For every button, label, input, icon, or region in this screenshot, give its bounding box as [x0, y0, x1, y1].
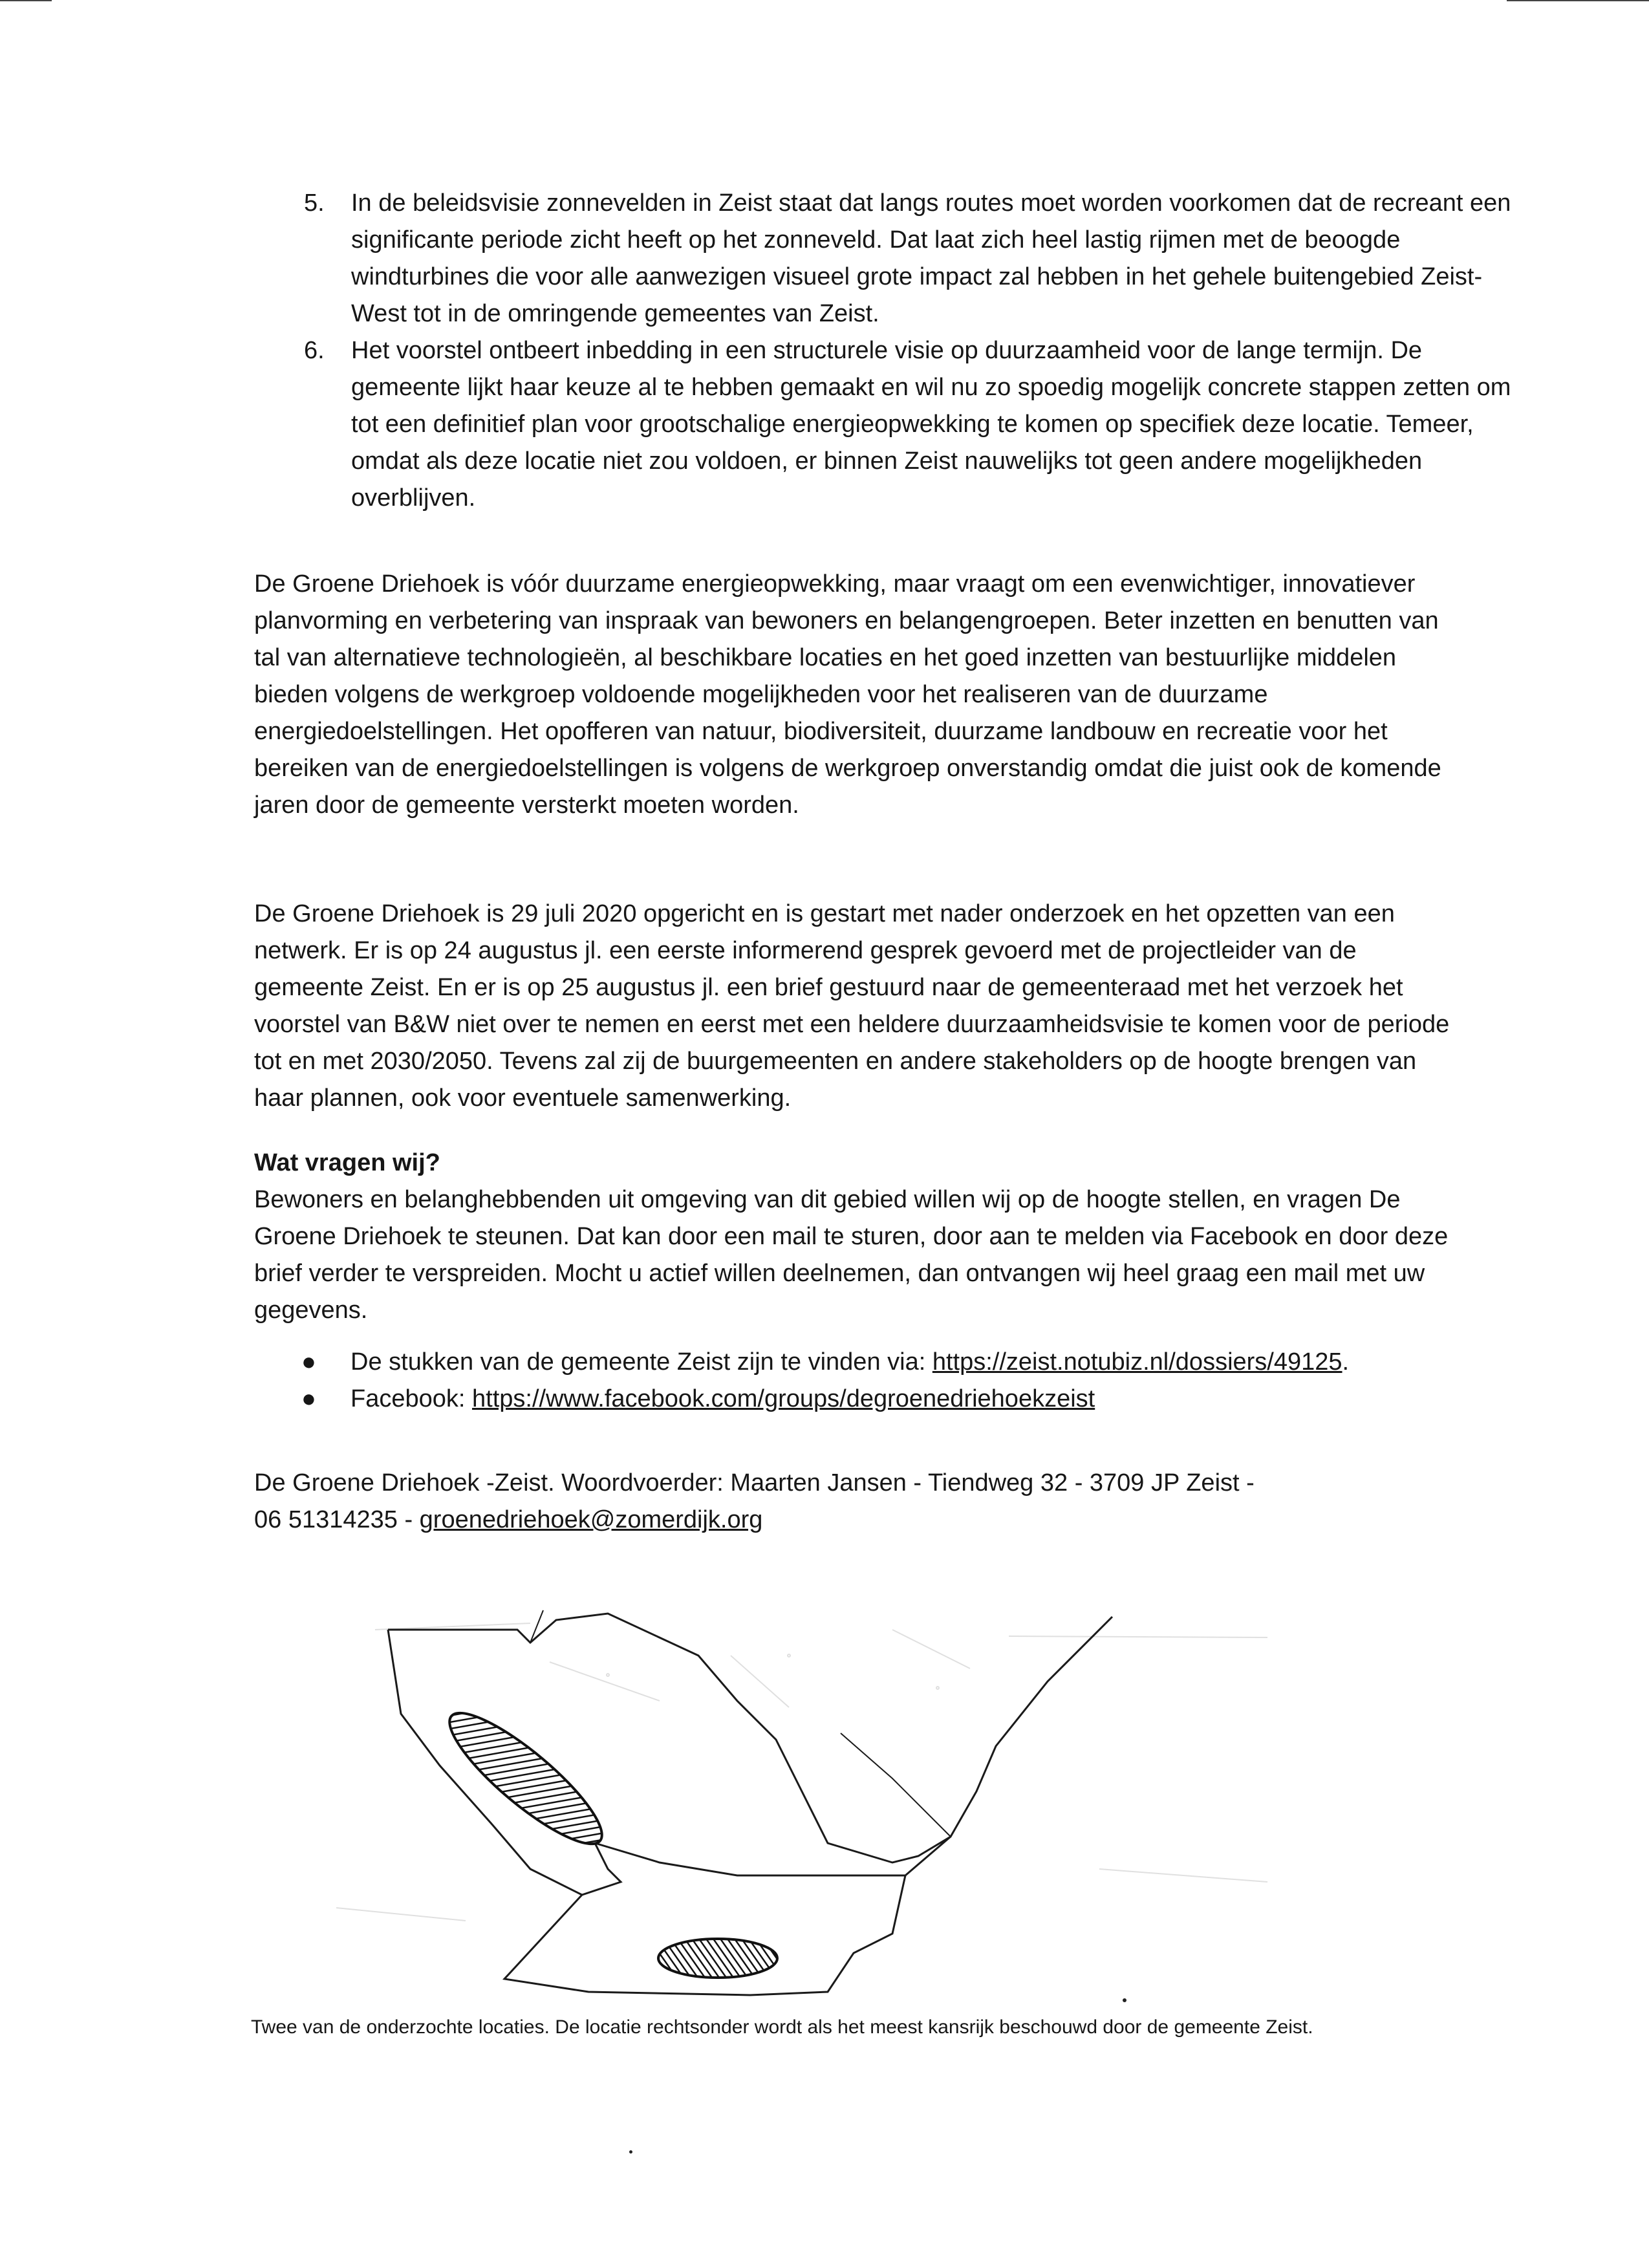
hatched-location-left	[435, 1696, 616, 1861]
scan-edge-left	[0, 0, 52, 1]
map-road	[530, 1610, 951, 1837]
contact-phone: 06 51314235 -	[254, 1506, 420, 1533]
paragraph-standpunt: De Groene Driehoek is vóór duurzame energieopwekking, maar vraagt om een evenwichtiger, innovatiever planvorming en verbetering van inspraak van bewoners en belangengroepen. Beter inzetten en benutten van tal van alternatieve technologieën, al beschikbare locaties en het goed inzetten van bestuurlijke middelen bieden volgens de werkgroep voldoende mogelijkheden voor het realiseren van de duurzame energiedoelstellingen. Het opofferen van natuur, biodiversiteit, duurzame landbouw en recreatie voor het bereiken van de energiedoelstellingen is volgens de werkgroep onverstandig omdat die juist ook de komende jaren door de gemeente versterkt moeten worden.	[254, 570, 1441, 819]
bullet-label: De stukken van de gemeente Zeist zijn te vinden via:	[350, 1348, 932, 1376]
bullet-icon: ●	[301, 1348, 316, 1376]
paragraph-oprichting: De Groene Driehoek is 29 juli 2020 opgericht en is gestart met nader onderzoek en het opzetten van een netwerk. Er is op 24 augustus jl. een eerste informerend gesprek gevoerd met de projectleider van de gemeente Zeist. En er is op 25 augustus jl. een brief gestuurd naar de gemeenteraad met het verzoek het voorstel van B&W niet over te nemen en eerst met een heldere duurzaamheidsvisie te komen voor de periode tot en met 2030/2050. Tevens zal zij de buurgemeenten en andere stakeholders op de hoogte brengen van haar plannen, ook voor eventuele samenwerking.	[254, 900, 1450, 1112]
bullet-suffix: .	[1342, 1348, 1350, 1376]
link-list	[297, 1344, 1349, 1418]
section-body: Bewoners en belanghebbenden uit omgeving van dit gebied willen wij op de hoogte stellen, en vragen De Groene Driehoek te steunen. Dat kan door een mail te sturen, door aan te melden via Facebook en door deze brief verder te verspreiden. Mocht u actief willen deelnemen, dan ontvangen wij heel graag een mail met uw gegevens.	[254, 1186, 1449, 1324]
list-number: 6.	[304, 337, 325, 364]
list-item	[297, 1344, 1349, 1381]
list-text: In de beleidsvisie zonnevelden in Zeist staat dat langs routes moet worden voorkomen dat de recreant een significante periode zicht heeft op het zonneveld. Dat laat zich heel lastig rijmen met de beoogde windturbines die voor alle aanwezigen visueel grote impact zal hebben in het gehele buitengebied Zeist-West tot in de omringende gemeentes van Zeist.	[351, 189, 1511, 327]
list-number: 5.	[304, 189, 325, 217]
facebook-link[interactable]: https://www.facebook.com/groups/degroenedriehoekzeist	[472, 1385, 1095, 1412]
map-caption: Twee van de onderzochte locaties. De locatie rechtsonder wordt als het meest kansrijk beschouwd door de gemeente Zeist.	[251, 2016, 1313, 2038]
list-item	[304, 185, 1518, 332]
bullet-label: Facebook:	[350, 1385, 472, 1412]
bullet-icon: ●	[301, 1385, 316, 1412]
list-item	[297, 1381, 1349, 1418]
contact-line: De Groene Driehoek -Zeist. Woordvoerder: Maarten Jansen - Tiendweg 32 - 3709 JP Zeist -	[254, 1469, 1255, 1496]
hatched-location-bottom	[658, 1939, 777, 1978]
section-heading: Wat vragen wij?	[254, 1149, 440, 1176]
scan-speck	[629, 2150, 632, 2154]
numbered-list	[304, 185, 1520, 517]
email-link[interactable]: groenedriehoek@zomerdijk.org	[419, 1506, 763, 1533]
location-map	[336, 1584, 1280, 1998]
list-item	[304, 332, 1518, 517]
scan-edge-right	[1507, 0, 1649, 1]
list-text: Het voorstel ontbeert inbedding in een structurele visie op duurzaamheid voor de lange termijn. De gemeente lijkt haar keuze al te hebben gemaakt en wil nu zo spoedig mogelijk concrete stappen zetten om tot een definitief plan voor grootschalige energieopwekking te komen op specifiek deze locatie. Temeer, omdat als deze locatie niet zou voldoen, er binnen Zeist nauwelijks tot geen andere mogelijkheden overblijven.	[351, 337, 1511, 512]
scan-speck	[1123, 1998, 1126, 2002]
contact-block	[254, 1465, 1470, 1539]
notubiz-link[interactable]: https://zeist.notubiz.nl/dossiers/49125	[932, 1348, 1342, 1376]
